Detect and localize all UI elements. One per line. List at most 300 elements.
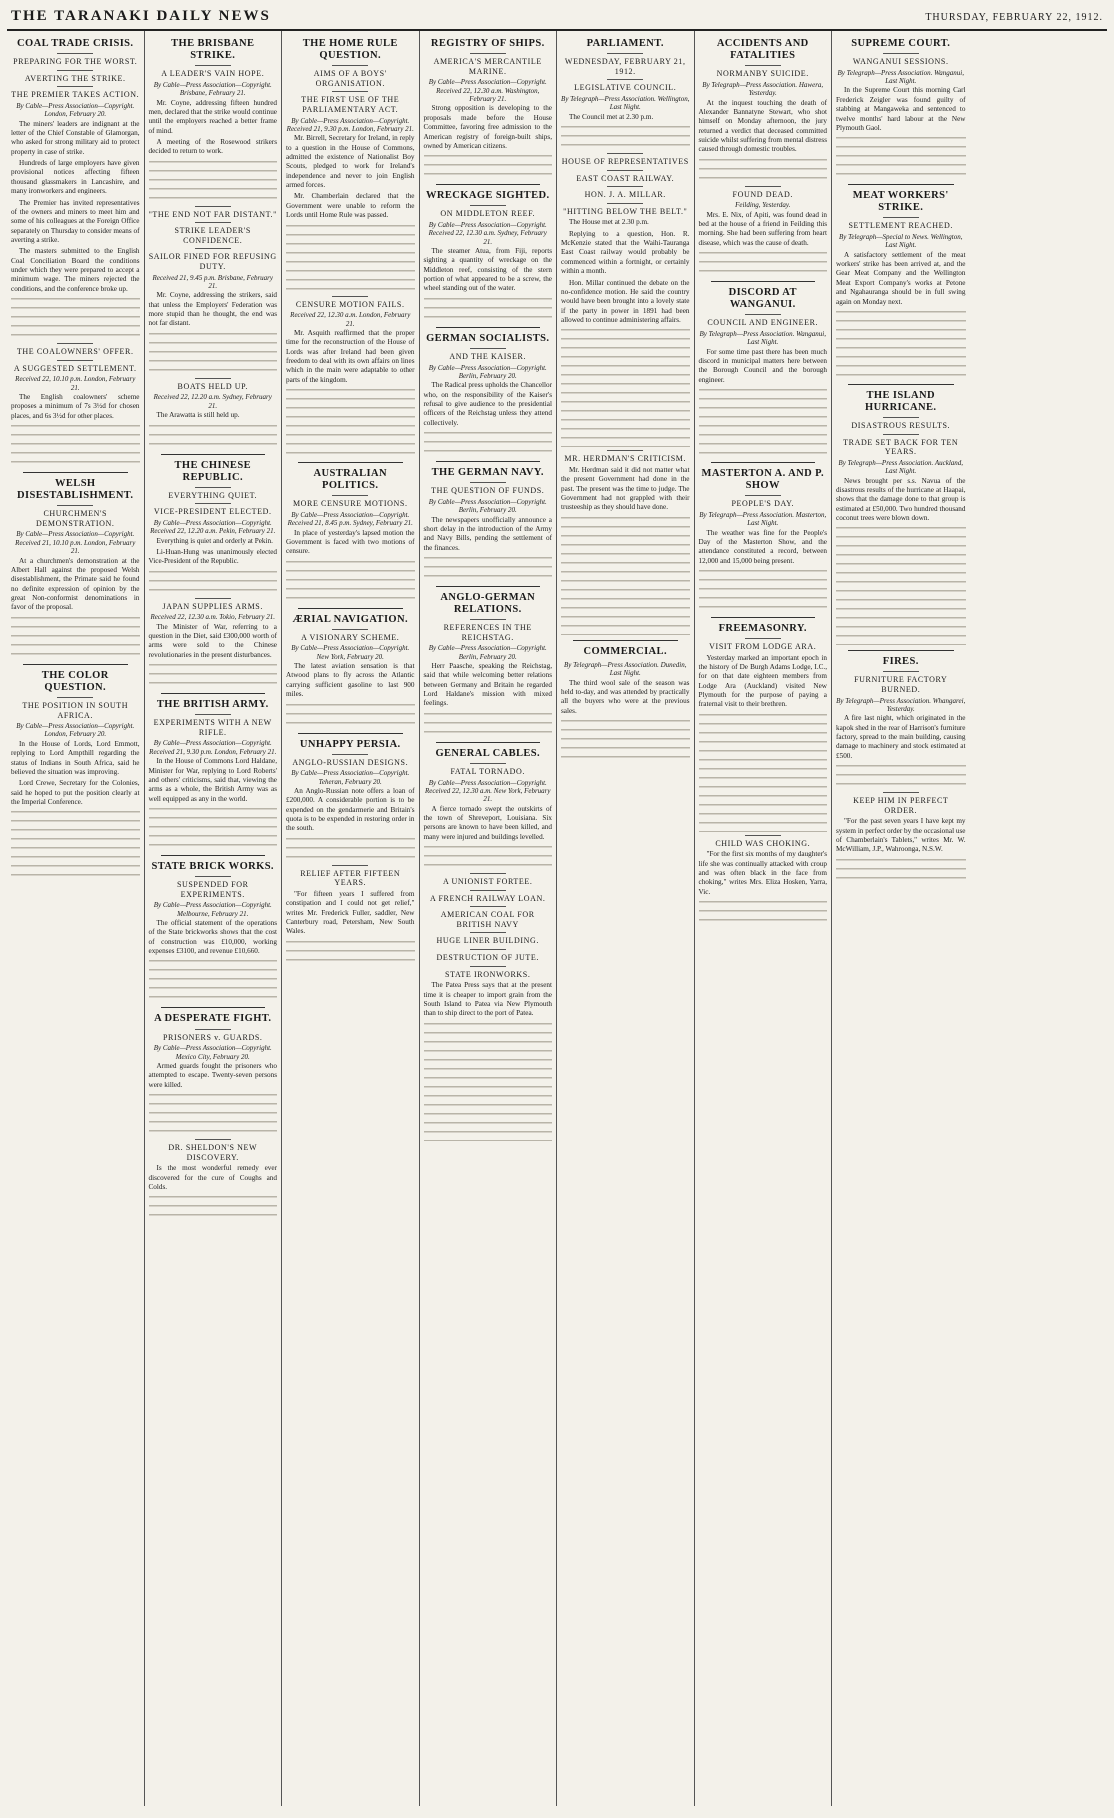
article-body-text — [699, 899, 828, 925]
article-subheadline: VISIT FROM LODGE ARA. — [709, 642, 817, 652]
article-subheadline: DESTRUCTION OF JUTE. — [436, 953, 539, 963]
subhead-divider — [195, 487, 231, 488]
article-headline: ANGLO-GERMAN RELATIONS. — [440, 591, 536, 616]
article-headline: THE GERMAN NAVY. — [431, 467, 544, 479]
subhead-divider — [470, 53, 506, 54]
article — [699, 835, 828, 925]
article-subheadline: "THE END NOT FAR DISTANT." — [148, 209, 277, 219]
article-body-text — [836, 525, 966, 645]
article-subheadline: A UNIONIST FORTEE. — [442, 877, 533, 887]
subhead-divider — [745, 495, 781, 496]
subhead-divider — [470, 348, 506, 349]
article-subheadline: THE PREMIER TAKES ACTION. — [11, 90, 140, 100]
article — [699, 617, 828, 832]
article-body-text — [836, 857, 966, 883]
article-paragraph: The third wool sale of the season was held to-day, and was attended by practically all the buyers who were at the previous sales. — [561, 678, 690, 715]
subhead-divider — [883, 53, 919, 54]
article — [424, 873, 553, 1141]
article-paragraph: Armed guards fought the prisoners who attempted to escape. Twenty-seven persons were killed. — [148, 1061, 277, 1089]
article-paragraph: A fire last night, which originated in the kapok shed in the rear of Harrison's furniture factory, spread to the main building, causing damage to machinery and stock estimated at £500. — [836, 714, 966, 760]
subhead-divider — [470, 873, 506, 874]
article-dateline: By Telegraph—Press Association. Wanganui, Last Night. — [837, 68, 964, 86]
article-dateline: By Cable—Press Association—Copyright. Teheran, February 20. — [291, 769, 410, 786]
article-dateline: By Telegraph—Special to News. Wellington, Last Night. — [838, 232, 963, 250]
article-body-text — [11, 423, 140, 467]
article-subheadline: AMERICA'S MERCANTILE MARINE. — [433, 57, 542, 76]
article-body-text — [286, 387, 415, 457]
article — [424, 461, 553, 581]
article-headline: AUSTRALIAN POLITICS. — [313, 468, 387, 492]
section-divider — [711, 617, 816, 618]
article-paragraph: The weather was fine for the People's Day of the Masterton Show, and the attendance constituted a record, between 12,000 and 15,000 being present. — [698, 528, 827, 565]
article-subheadline: HON. J. A. MILLAR. — [584, 190, 666, 200]
article-headline: COMMERCIAL. — [583, 645, 667, 657]
article-subheadline: ANGLO-RUSSIAN DESIGNS. — [292, 757, 409, 767]
article-headline: ACCIDENTS AND FATALITIES — [716, 38, 809, 62]
subhead-divider — [607, 153, 643, 154]
subhead-divider — [745, 835, 781, 836]
article-body-text — [149, 423, 278, 449]
column-1 — [7, 31, 145, 1806]
article-paragraph: Mr. Herdman said it did not matter what the present Government had done in the past. The present was the time to judge. The Government had not grappled with their trusteeship as they should have done. — [561, 465, 690, 512]
article — [561, 450, 690, 634]
article-headline: WELSH DISESTABLISHMENT. — [17, 478, 134, 502]
article-body-text — [561, 327, 690, 447]
section-divider — [711, 462, 816, 463]
article-paragraph: Li-Huan-Hung was unanimously elected Vice-President of the Republic. — [148, 548, 277, 566]
article-paragraph: The Premier has invited representatives of the owners and miners to meet him and some of his colleagues at the Foreign Office separately on Thursday to consider means of averting a strike. — [11, 198, 140, 244]
article-subheadline: MORE CENSURE MOTIONS. — [292, 499, 408, 509]
article-paragraph: The masters submitted to the English Coal Conciliation Board the conditions under which they were prepared to accept a minimum wage. The miners rejected the conditions, and the conference broke up. — [11, 247, 140, 293]
article-body-text — [286, 223, 415, 293]
subhead-divider — [470, 482, 506, 483]
article-paragraph: The Radical press upholds the Chancellor who, on the responsibility of the Kaiser's refusal to give audience to the presidential officers of the Reichstag unless they attend collectively. — [423, 381, 552, 427]
article-subheadline: THE QUESTION OF FUNDS. — [431, 486, 545, 496]
article — [561, 640, 690, 762]
subhead-divider — [745, 314, 781, 315]
article-subheadline: AVERTING THE STRIKE. — [24, 73, 126, 83]
article-paragraph: The steamer Atua, from Fiji, reports sighting a quantity of wreckage on the Middleton reef, consisting of the stern portion of what appeared to be a screw, the wheel standing out of the water. — [423, 247, 552, 293]
article — [424, 327, 553, 456]
article-body-text — [699, 712, 828, 832]
subhead-divider — [883, 671, 919, 672]
article — [424, 586, 553, 737]
article-paragraph: At the inquest touching the death of Alexander Bannatyne Stewart, who shot himself on Monday afternoon, the jury returned a verdict that deceased committed suicide whilst suffering from mental distress caused through domestic troubles. — [698, 98, 827, 154]
article-subheadline: FURNITURE FACTORY BURNED. — [854, 675, 948, 695]
subhead-divider — [332, 629, 368, 630]
article-headline: THE ISLAND HURRICANE. — [865, 389, 937, 413]
section-divider — [298, 462, 403, 463]
article — [286, 296, 415, 458]
article-headline: COAL TRADE CRISIS. — [17, 38, 134, 49]
article-headline: SUPREME COURT. — [851, 38, 951, 49]
article-body-text — [699, 387, 828, 457]
article-body-text — [149, 569, 278, 595]
article-body-text — [149, 958, 278, 1002]
article-headline: WRECKAGE SIGHTED. — [426, 190, 550, 202]
article-body-text — [286, 702, 415, 728]
subhead-divider — [57, 86, 93, 87]
column-5 — [557, 31, 695, 1806]
article-headline: MASTERTON A. AND P. SHOW — [701, 468, 824, 492]
subhead-divider — [883, 417, 919, 418]
section-divider — [161, 454, 266, 455]
section-divider — [848, 384, 954, 385]
article — [286, 462, 415, 603]
article-subheadline: HOUSE OF REPRESENTATIVES — [561, 156, 689, 166]
section-divider — [161, 1007, 266, 1008]
section-divider — [573, 640, 678, 641]
subhead-divider — [57, 343, 93, 344]
article-paragraph: The Minister of War, referring to a question in the Diet, said £300,000 worth of arms were sold to the Chinese revolutionaries in the present disturbances. — [148, 622, 277, 659]
article-dateline: By Cable—Press Association—Copyright. Received 22, 12.20 a.m. Pekin, February 21. — [150, 518, 276, 536]
article-body-text — [424, 555, 553, 581]
article-subheadline: JAPAN SUPPLIES ARMS. — [162, 601, 263, 611]
subhead-divider — [607, 53, 643, 54]
article-body-text — [699, 157, 828, 183]
article-paragraph: In place of yesterday's lapsed motion the Government is faced with two motions of censure. — [286, 528, 415, 556]
article-subheadline: EVERYTHING QUIET. — [168, 490, 258, 500]
article-dateline: By Cable—Press Association—Copyright. Received 21, 9.30 p.m. London, February 21. — [149, 739, 277, 756]
article-subheadline: PEOPLE'S DAY. — [731, 499, 795, 509]
column-3 — [282, 31, 420, 1806]
article-subheadline: FOUND DEAD. — [732, 189, 793, 199]
newspaper-title: THE TARANAKI DAILY NEWS — [11, 8, 271, 24]
article-subheadline: AIMS OF A BOYS' ORGANISATION. — [313, 69, 387, 88]
article-headline: THE BRITISH ARMY. — [156, 699, 269, 711]
subhead-divider — [57, 697, 93, 698]
article — [699, 281, 828, 457]
article-subheadline: THE COALOWNERS' OFFER. — [16, 347, 134, 357]
column-6 — [695, 31, 833, 1806]
subhead-divider — [195, 714, 231, 715]
subhead-divider — [57, 70, 93, 71]
article-paragraph: In the House of Commons Lord Haldane, Minister for War, replying to Lord Roberts' and others' criticisms, said that, viewing the arms as a whole, the British Army was as well equipped as any in the world. — [148, 757, 277, 803]
article-paragraph: Replying to a question, Hon. R. McKenzie stated that the Waihi-Tauranga East Coast railway would probably be commenced within a fortnight, or certainly within a month. — [561, 229, 690, 276]
article-paragraph: An Anglo-Russian note offers a loan of £200,000. A considerable portion is to be expended on the gendarmerie and Britain's quota is to be expended in restoring order in the south. — [286, 786, 415, 833]
article-body-text — [561, 718, 690, 762]
subhead-divider — [607, 79, 643, 80]
article-paragraph: The English coalowners' scheme proposes a minimum of 7s 3½d for chosen places, and 6s 3½d for other places. — [11, 393, 140, 420]
subhead-divider — [195, 248, 231, 249]
subhead-divider — [195, 65, 231, 66]
article-paragraph: The House met at 2.30 p.m. — [569, 218, 649, 227]
subhead-divider — [332, 91, 368, 92]
article — [11, 664, 140, 880]
article-paragraph: In the Supreme Court this morning Carl Frederick Zeigler was found guilty of stabbing at Mangaweka and sentenced to twelve months' hard labour at the New Plymouth Gaol. — [836, 86, 966, 132]
article-subheadline: AMERICAN COAL FOR BRITISH NAVY — [440, 910, 535, 929]
article-subheadline: DISASTROUS RESULTS. — [851, 421, 951, 431]
article — [424, 184, 553, 322]
article-body-text — [149, 806, 278, 850]
subhead-divider — [195, 876, 231, 877]
section-divider — [436, 742, 541, 743]
subhead-divider — [195, 503, 231, 504]
section-divider — [23, 472, 128, 473]
article-subheadline: ON MIDDLETON REEF. — [440, 209, 536, 219]
subhead-divider — [470, 966, 506, 967]
article-paragraph: A meeting of the Rosewood strikers decided to return to work. — [148, 137, 277, 156]
article-paragraph: Is the most wonderful remedy ever discovered for the cure of Coughs and Colds. — [148, 1164, 277, 1191]
article-paragraph: "For the past seven years I have kept my system in perfect order by the occasional use of Chamberlain's Tablets," writes Mr. W. McWilliam, J.P., Wahroonga, N.S.W. — [836, 817, 966, 854]
article-subheadline: HUGE LINER BUILDING. — [436, 936, 539, 946]
article — [286, 608, 415, 728]
article-subheadline: "HITTING BELOW THE BELT." — [563, 206, 688, 216]
article-headline: FIRES. — [882, 656, 919, 668]
subhead-divider — [883, 434, 919, 435]
article — [836, 792, 966, 883]
article-subheadline: CENSURE MOTION FAILS. — [295, 299, 405, 309]
article — [149, 855, 278, 1002]
article — [149, 38, 278, 203]
article-subheadline: SUSPENDED FOR EXPERIMENTS. — [176, 880, 249, 899]
article-subheadline: MR. HERDMAN'S CRITICISM. — [564, 454, 687, 464]
article-headline: UNHAPPY PERSIA. — [299, 738, 401, 750]
article-subheadline: VICE-PRESIDENT ELECTED. — [153, 507, 272, 517]
article-body-text — [149, 1092, 278, 1136]
article-dateline: By Cable—Press Association—Copyright. New York, February 20. — [291, 644, 410, 661]
article-dateline: By Cable—Press Association—Copyright. Received 22, 12.30 a.m. New York, February 21. — [424, 778, 551, 804]
article-body-text — [424, 430, 553, 456]
article — [836, 384, 966, 645]
article-subheadline: EXPERIMENTS WITH A NEW RIFLE. — [153, 718, 272, 737]
article-body-text — [424, 1021, 553, 1141]
article-subheadline: TRADE SET BACK FOR TEN YEARS. — [843, 437, 959, 457]
newspaper-page — [7, 6, 1107, 1806]
article-dateline: By Telegraph—Press Association. Hawera, Yesterday. — [702, 80, 824, 98]
article-dateline: By Telegraph—Press Association. Wanganui, Last Night. — [699, 329, 826, 347]
article-paragraph: The newspapers unofficially announce a short delay in the introduction of the Army and Navy Bills, pending the settlement of the finances. — [423, 515, 552, 552]
article — [699, 38, 828, 183]
subhead-divider — [470, 205, 506, 206]
article-dateline: Received 22, 12.20 a.m. Sydney, February 21. — [153, 393, 272, 410]
article — [699, 186, 828, 276]
article-paragraph: The Council met at 2.30 p.m. — [569, 112, 654, 121]
article-headline: MEAT WORKERS' STRIKE. — [852, 190, 949, 214]
article-paragraph: The miners' leaders are indignant at the letter of the Chief Constable of Glamorgan, who asked for strong military aid to protect property in case of strike. — [11, 119, 140, 156]
subhead-divider — [57, 360, 93, 361]
article-headline: THE HOME RULE QUESTION. — [302, 38, 398, 62]
section-divider — [848, 650, 954, 651]
article — [149, 1139, 278, 1220]
article-dateline: By Cable—Press Association—Copyright. Brisbane, February 21. — [153, 80, 272, 98]
article-paragraph: A satisfactory settlement of the meat workers' strike has been arrived at, and the Gear Meat Company and the Wellington Meat Export Company's works at Petone and Ngahauranga should be in full swing again on Monday next. — [836, 250, 966, 306]
article — [699, 462, 828, 612]
article-subheadline: THE POSITION IN SOUTH AFRICA. — [22, 700, 129, 720]
article-body-text — [11, 809, 140, 879]
article-dateline: Received 22, 12.30 a.m. Tokio, February 21. — [150, 613, 276, 622]
subhead-divider — [470, 949, 506, 950]
article-subheadline: BOATS HELD UP. — [177, 381, 248, 391]
subhead-divider — [470, 906, 506, 907]
article-paragraph: A fierce tornado swept the outskirts of the town of Shreveport, Louisiana. Six persons are known to have been killed, and many were injured and buildings levelled. — [423, 804, 552, 841]
article-headline: REGISTRY OF SHIPS. — [430, 38, 545, 49]
article-paragraph: Herr Paasche, speaking the Reichstag, said that while welcoming better relations between Germany and Britain he regarded Lord Haldane's mission with mixed feelings. — [423, 662, 552, 708]
article-dateline: By Cable—Press Association—Copyright. Melbourne, February 21. — [153, 901, 272, 918]
article-paragraph: Mr. Asquith reaffirmed that the proper time for the reconstruction of the House of Lords was after Ireland had been given freedom to deal with its own affairs on lines which in the main were adaptable to other parts of the kingdom. — [286, 328, 415, 384]
issue-date: THURSDAY, FEBRUARY 22, 1912. — [925, 12, 1103, 23]
subhead-divider — [332, 296, 368, 297]
article-dateline: By Cable—Press Association—Copyright. Received 21, 8.45 p.m. Sydney, February 21. — [287, 510, 413, 528]
article — [836, 184, 966, 379]
article-subheadline: CHILD WAS CHOKING. — [715, 838, 811, 848]
article-paragraph: Mr. Coyne, addressing fifteen hundred men, declared that the strike would continue until the employers reached a better frame of mind. — [148, 98, 277, 135]
article-body-text — [149, 331, 278, 375]
article — [11, 38, 140, 340]
article-paragraph: Yesterday marked an important epoch in the history of De Burgh Adams Lodge, I.C., for on that date eighteen members from Lodge Ara (Auckland) visited New Plymouth for the purpose of paying a fraternal visit to their brethren. — [698, 653, 827, 709]
article-paragraph: Mr. Coyne, addressing the strikers, said that unless the Employers' Federation was more stupid than he thought, the end was not far distant. — [148, 291, 277, 328]
subhead-divider — [607, 170, 643, 171]
article — [149, 378, 278, 449]
article-dateline: Received 21, 9.45 p.m. Brisbane, February 21. — [152, 273, 274, 291]
subhead-divider — [745, 638, 781, 639]
article-dateline: By Cable—Press Association—Copyright. London, February 20. — [16, 722, 135, 739]
article-headline: DISCORD AT WANGANUI. — [728, 287, 797, 311]
subhead-divider — [470, 763, 506, 764]
article-paragraph: The official statement of the operations of the State brickworks shows that the cost of construction was £10,000, working expenses £3100, and revenue £10,660. — [148, 919, 277, 956]
article — [561, 153, 690, 447]
article-subheadline: SETTLEMENT REACHED. — [848, 221, 954, 231]
article-headline: GENERAL CABLES. — [435, 747, 541, 759]
article-body-text — [836, 763, 966, 789]
article-paragraph: "For the first six months of my daughter's life she was continually attacked with croup and was often black in the face from choking," writes Mrs. Eliza Hosken, Yarra, Vic. — [698, 850, 827, 896]
article-dateline: By Cable—Press Association—Copyright. Berlin, February 20. — [428, 363, 547, 380]
subhead-divider — [470, 619, 506, 620]
subhead-divider — [607, 186, 643, 187]
article-subheadline: SAILOR FINED FOR REFUSING DUTY. — [148, 252, 277, 272]
article-body-text — [149, 662, 278, 688]
subhead-divider — [470, 890, 506, 891]
article-headline: THE CHINESE REPUBLIC. — [174, 459, 251, 483]
subhead-divider — [332, 65, 368, 66]
article-headline: THE COLOR QUESTION. — [41, 669, 109, 693]
article-dateline: Received 22, 12.30 a.m. London, February 21. — [290, 311, 411, 328]
subhead-divider — [195, 1029, 231, 1030]
subhead-divider — [470, 932, 506, 933]
column-2 — [145, 31, 283, 1806]
article-subheadline: A LEADER'S VAIN HOPE. — [161, 69, 265, 79]
article-subheadline: CHURCHMEN'S DEMONSTRATION. — [36, 509, 115, 528]
article-body-text — [424, 711, 553, 737]
article-body-text — [561, 515, 690, 635]
subhead-divider — [57, 53, 93, 54]
column-7 — [832, 31, 970, 1806]
article-paragraph: Mr. Birrell, Secretary for Ireland, in reply to a question in the House of Commons, admitted the existence of Nationalist Boy Scouts, pledged to work for Ireland's independence and never to join English armed forces. — [286, 134, 415, 190]
article-dateline: By Cable—Press Association—Copyright. Berlin, February 20. — [428, 497, 547, 515]
article-dateline: By Cable—Press Association—Copyright. Received 21, 10.10 p.m. London, February 21. — [15, 530, 136, 556]
article-body-text — [286, 559, 415, 603]
article-subheadline: PREPARING FOR THE WORST. — [13, 57, 138, 67]
article-paragraph: Hon. Millar continued the debate on the no-confidence motion. He said the country would have been brought into a lovely state if the party in power in 1891 had been allowed to continue administering affairs. — [561, 278, 690, 324]
article-headline: STATE BRICK WORKS. — [151, 861, 274, 872]
article-dateline: By Cable—Press Association—Copyright. Berlin, February 20. — [428, 644, 547, 661]
article-subheadline: REFERENCES IN THE REICHSTAG. — [443, 623, 532, 642]
article-paragraph: The Patea Press says that at the present time it is cheaper to import grain from the South Island to Patea via New Plymouth than to ship direct to the port of Patea. — [423, 981, 552, 1018]
article-subheadline: PRISONERS v. GUARDS. — [163, 1032, 263, 1042]
article-body-text — [149, 159, 278, 203]
article-subheadline: KEEP HIM IN PERFECT ORDER. — [853, 796, 949, 815]
article-dateline: By Telegraph—Press Association. Auckland, Last Night. — [838, 458, 964, 476]
article-dateline: Received 22, 10.10 p.m. London, February 21. — [15, 375, 136, 392]
article — [836, 650, 966, 789]
article-paragraph: At a churchmen's demonstration at the Albert Hall against the proposed Welsh disestablishment, the Primate said he found no definite expression of opinion by the great Non-conformist denominations in favor of the proposal. — [11, 556, 140, 612]
section-divider — [298, 608, 403, 609]
article-body-text — [424, 296, 553, 322]
subhead-divider — [883, 792, 919, 793]
article-dateline: By Cable—Press Association—Copyright. Mexico City, February 20. — [153, 1044, 272, 1061]
article — [286, 865, 415, 965]
section-divider — [711, 281, 816, 282]
article — [561, 38, 690, 150]
article-body-text — [836, 309, 966, 379]
article-subheadline: AND THE KAISER. — [449, 351, 527, 361]
subhead-divider — [57, 505, 93, 506]
subhead-divider — [195, 378, 231, 379]
article-body-text — [424, 153, 553, 179]
article — [286, 733, 415, 862]
article-body-text — [11, 615, 140, 659]
article-subheadline: FATAL TORNADO. — [450, 766, 526, 776]
article-dateline: By Cable—Press Association—Copyright. London, February 20. — [16, 101, 135, 119]
subhead-divider — [607, 203, 643, 204]
section-divider — [436, 184, 541, 185]
article-subheadline: STRIKE LEADER'S CONFIDENCE. — [174, 226, 251, 245]
article-paragraph: Mr. Chamberlain declared that the Government were unable to reform the Lords until Home Rule was passed. — [286, 192, 415, 220]
article — [149, 206, 278, 375]
article-paragraph: "For fifteen years I suffered from constipation and I could not get relief," writes Mr. Frederick Fuller, saddler, New Canterbury road, Petersham, New South Wales. — [286, 889, 415, 936]
article-subheadline: A SUGGESTED SETTLEMENT. — [13, 363, 137, 373]
article-dateline: By Cable—Press Association—Copyright. Received 22, 12.30 a.m. Sydney, February 21. — [428, 220, 547, 246]
article — [11, 472, 140, 659]
article-paragraph: Strong opposition is developing to the proposals made before the House Committee, favoring free admission to the American registry of foreign-built ships, owned by American citizens. — [423, 104, 552, 150]
article-subheadline: A VISIONARY SCHEME. — [301, 632, 400, 642]
article-body-text — [286, 836, 415, 862]
article — [149, 1007, 278, 1136]
subhead-divider — [745, 186, 781, 187]
article-headline: A DESPERATE FIGHT. — [154, 1013, 272, 1025]
article-headline: THE BRISBANE STRIKE. — [171, 38, 255, 62]
article — [424, 742, 553, 870]
article-subheadline: NORMANBY SUICIDE. — [716, 69, 809, 79]
article-headline: ÆRIAL NAVIGATION. — [292, 613, 409, 625]
section-divider — [298, 733, 403, 734]
masthead — [7, 6, 1107, 31]
section-divider — [848, 184, 954, 185]
article-subheadline: LEGISLATIVE COUNCIL. — [574, 83, 677, 93]
article-paragraph: In the House of Lords, Lord Emmott, replying to Lord Ampthill regarding the status of Indians in South Africa, said he believed the situation was improving. — [11, 739, 140, 776]
article-paragraph: Everything is quiet and orderly at Pekin. — [156, 536, 273, 545]
article-dateline: By Cable—Press Association—Copyright. Received 22, 12.30 a.m. Washington, February 21. — [428, 78, 547, 104]
article-body-text — [836, 135, 966, 179]
article-body-text — [149, 1194, 278, 1220]
article-body-text — [699, 250, 828, 276]
column-4 — [420, 31, 558, 1806]
subhead-divider — [195, 598, 231, 599]
subhead-divider — [332, 865, 368, 866]
section-divider — [436, 586, 541, 587]
subhead-divider — [883, 217, 919, 218]
article — [11, 343, 140, 467]
subhead-divider — [195, 222, 231, 223]
article-paragraph: For some time past there has been much discord in municipal matters here between the Borough Council and the borough engineer. — [698, 347, 827, 384]
article-dateline: By Telegraph—Press Association. Dunedin, Last Night. — [564, 660, 687, 678]
article-subheadline: EAST COAST RAILWAY. — [576, 173, 675, 183]
article-dateline: Feilding, Yesterday. — [735, 201, 791, 210]
subhead-divider — [607, 450, 643, 451]
article-headline: GERMAN SOCIALISTS. — [426, 332, 550, 344]
article — [149, 454, 278, 595]
article-subheadline: WEDNESDAY, FEBRUARY 21, 1912. — [564, 57, 686, 76]
